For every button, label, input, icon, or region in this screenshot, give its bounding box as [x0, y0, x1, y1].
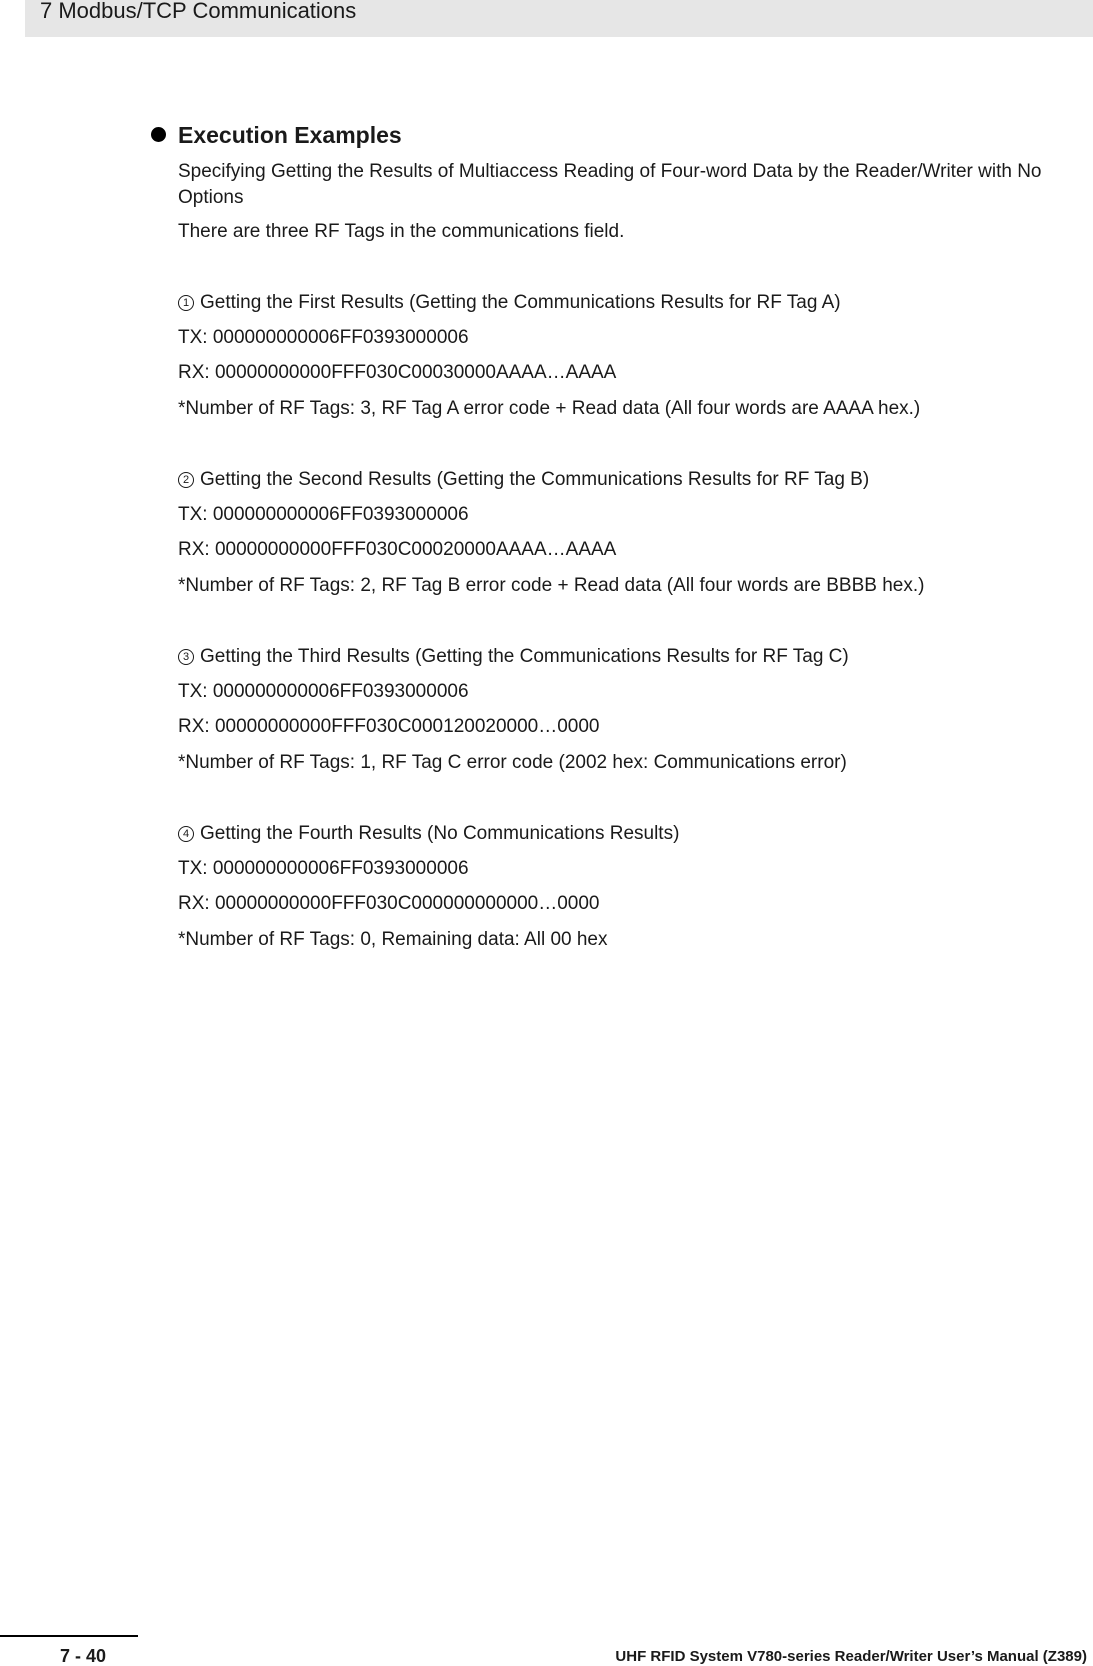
example-3-title: Getting the Third Results (Getting the Communications Results for RF Tag C): [200, 646, 849, 667]
section-heading: Execution Examples: [178, 122, 402, 148]
example-1-tx: TX: 000000000006FF0393000006: [178, 327, 469, 348]
bullet-icon: [151, 127, 166, 142]
example-4-title: Getting the Fourth Results (No Communications Results): [200, 823, 680, 844]
example-2-title-line: [178, 467, 869, 493]
circled-number-2-icon: 2: [178, 472, 194, 488]
example-3-title-line: [178, 644, 849, 670]
page-number: 7 - 40: [60, 1646, 107, 1666]
example-2-rx: RX: 00000000000FFF030C00020000AAAA…AAAA: [178, 539, 617, 560]
example-1-title-line: [178, 290, 841, 316]
footer-rule: [0, 1635, 138, 1637]
example-3-remark: *Number of RF Tags: 1, RF Tag C error code (2002 hex: Communications error): [178, 752, 847, 773]
example-2-remark: *Number of RF Tags: 2, RF Tag B error code + Read data (All four words are BBBB hex.): [178, 575, 925, 596]
section-note: There are three RF Tags in the communications field.: [178, 221, 625, 242]
example-4-rx: RX: 00000000000FFF030C000000000000…0000: [178, 893, 600, 914]
example-1-remark: *Number of RF Tags: 3, RF Tag A error code + Read data (All four words are AAAA hex.): [178, 398, 921, 419]
example-4-remark: *Number of RF Tags: 0, Remaining data: All 00 hex: [178, 929, 608, 950]
example-1-title: Getting the First Results (Getting the Communications Results for RF Tag A): [200, 292, 841, 313]
circled-number-4-icon: 4: [178, 826, 194, 842]
circled-number-1-icon: 1: [178, 295, 194, 311]
example-4-title-line: [178, 821, 679, 847]
section-intro: Specifying Getting the Results of Multiaccess Reading of Four-word Data by the Reader/Writer with No Options: [178, 161, 1042, 208]
chapter-title: 7 Modbus/TCP Communications: [40, 0, 357, 23]
example-4-tx: TX: 000000000006FF0393000006: [178, 858, 469, 879]
example-3-rx: RX: 00000000000FFF030C000120020000…0000: [178, 716, 600, 737]
circled-number-3-icon: 3: [178, 649, 194, 665]
example-2-tx: TX: 000000000006FF0393000006: [178, 504, 469, 525]
example-3-tx: TX: 000000000006FF0393000006: [178, 681, 469, 702]
example-2-title: Getting the Second Results (Getting the Communications Results for RF Tag B): [200, 469, 870, 490]
example-1-rx: RX: 00000000000FFF030C00030000AAAA…AAAA: [178, 362, 617, 383]
manual-title: UHF RFID System V780-series Reader/Writer User’s Manual (Z389): [615, 1648, 1087, 1665]
